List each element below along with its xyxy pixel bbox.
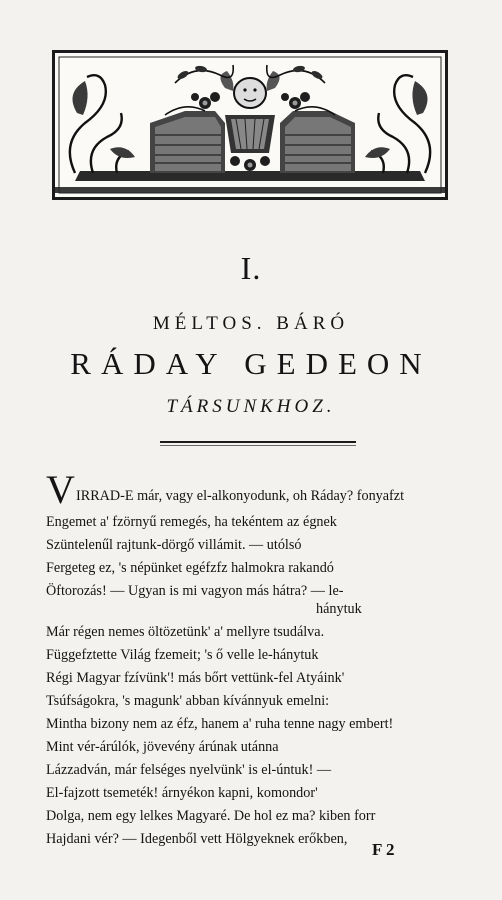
verse-line: Már régen nemes öltözetünk' a' mellyre tsudálva. [46,624,325,640]
dedication-line-3: TÁRSUNKHOZ. [166,396,336,417]
signature-mark: F 2 [372,840,395,859]
verse-line-first: IRRAD-E már, vagy el-alkonyodunk, oh Ráday? fonyafzt [76,488,405,504]
title-rule [160,441,356,443]
verse-line: Mint vér-árúlók, jövevény árúnak utánna [46,739,279,755]
verse-line: Mintha bizony nem az éfz, hanem a' ruha tenne nagy embert! [46,716,394,732]
verse-line: Engemet a' fzörnyű remegés, ha tekéntem az égnek [46,514,337,530]
verse-line: El-fajzott tsemeték! árnyékon kapni, komondor' [46,785,318,801]
verse-line: Tsúfságokra, 's magunk' abban kívánnyuk emelni: [46,693,330,709]
headpiece-engraving [55,53,445,197]
dedication-line-2: RÁDAY GEDEON [70,346,432,381]
verse-line: Szüntelenűl rajtunk-dörgő villámit. — utólsó [46,537,302,553]
verse-line: Függefztette Világ fzemeit; 's ő velle le-hánytuk [46,647,319,663]
dedication-line-1: MÉLTOS. BÁRÓ [152,313,350,334]
verse-line-turnover: hánytuk [316,601,362,617]
verse-line: Fergeteg ez, 's népünket egéfzfz halmokra rakandó [46,560,334,576]
verse-line: Lázzadván, már felséges nyelvünk' is el-úntuk! — [46,762,332,778]
verse-line: Öftorozás! — Ugyan is mi vagyon más hátra? — le- [46,583,344,599]
verse-line: Régi Magyar fzívünk'! más bőrt vettünk-fel Atyáink' [46,670,345,686]
ornamental-headpiece [52,50,448,200]
verse-line: Dolga, nem egy lelkes Magyaré. De hol ez ma? kiben forr [46,808,376,824]
chapter-number: I. [240,250,262,286]
title-rule-thin [160,445,356,446]
verse-line: Hajdani vér? — Idegenből vett Hölgyeknek erőkben, [46,831,348,847]
drop-cap: V [46,467,75,512]
